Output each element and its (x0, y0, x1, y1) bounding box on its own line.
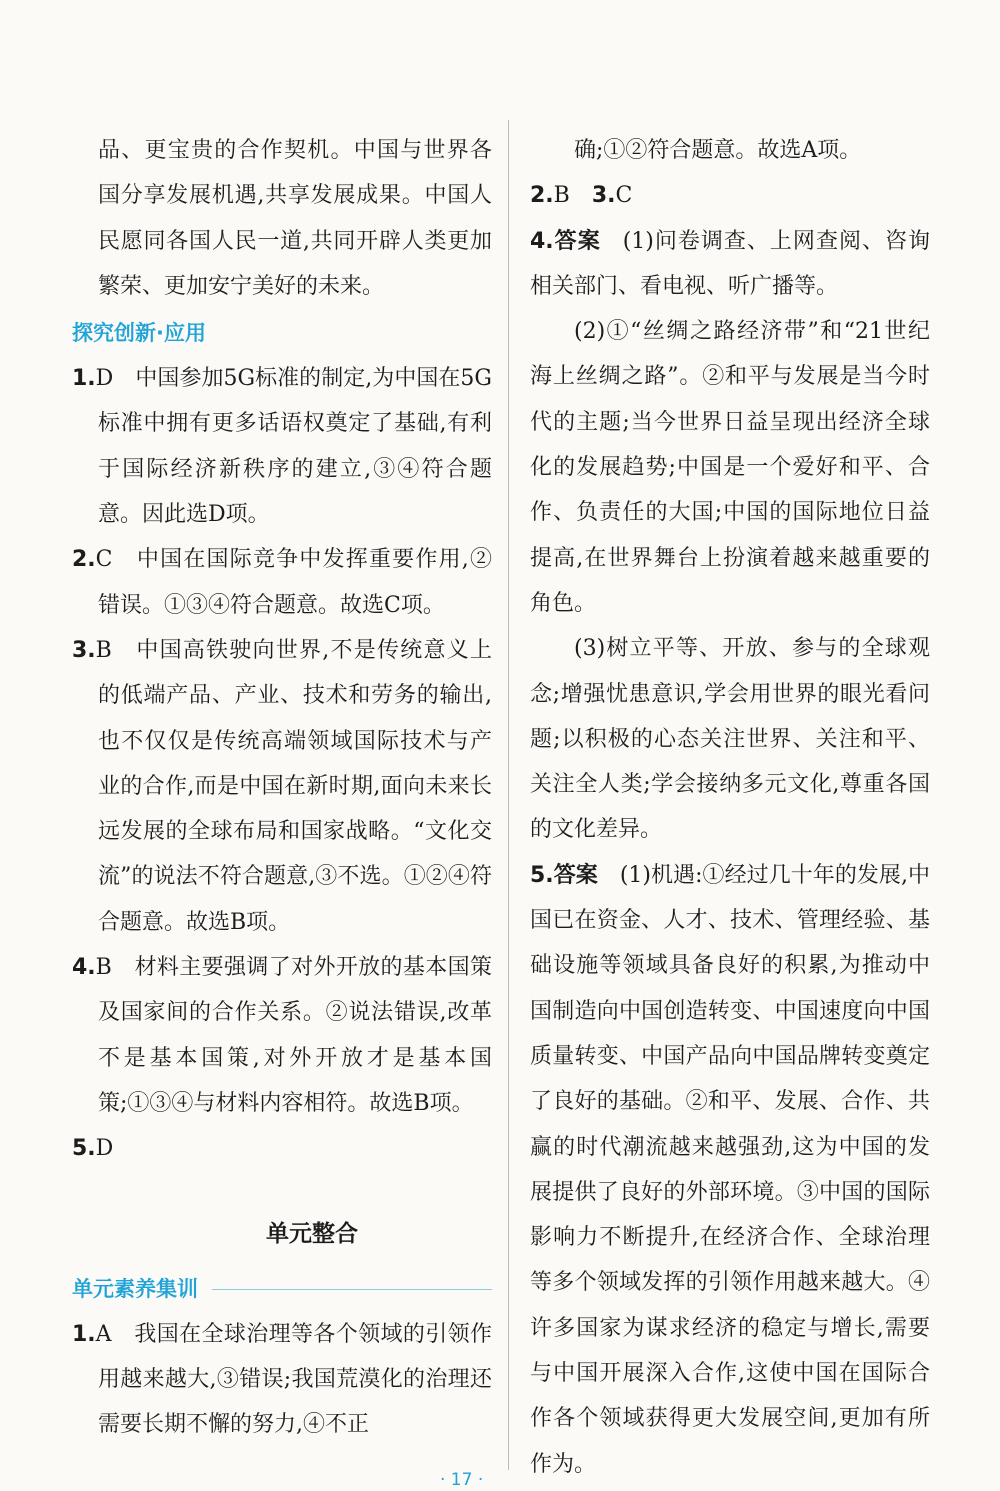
item-text: C 中国在国际竞争中发挥重要作用,②错误。①③④符合题意。故选C项。 (95, 547, 492, 618)
item-text: A 我国在全球治理等各个领域的引领作用越来越大,③错误;我国荒漠化的治理还需要长期不懈的努力,④不正 (95, 1321, 492, 1438)
right-column (530, 128, 930, 1487)
item-text: (1)机遇:①经过几十年的发展,中国已在资金、人才、技术、管理经验、基础设施等领域具备良好的积累,为推动中国制造向中国创造转变、中国速度向中国质量转变、中国产品向中国品牌转变奠定了良好的基础。②和平、发展、合作、共赢的时代潮流越来越强劲,这为中国的发展提供了良好的外部环境。③中国的国际影响力不断提升,在经济合作、全球治理等多个领域发挥的引领作用越来越大。④许多国家为谋求经济的稳定与增长,需要与中国开展深入合作,这使中国在国际合作各个领域获得更大发展空间,更加有所作为。 (530, 862, 930, 1477)
item-number: 1. (72, 366, 96, 392)
item-number: 4. (530, 228, 554, 254)
answer-item (530, 173, 930, 218)
item-number: 2. (530, 183, 554, 209)
left-column (72, 128, 492, 1447)
item-text: B 中国高铁驶向世界,不是传统意义上的低端产品、产业、技术和劳务的输出,也不仅仅是传统高端领域国际技术与产业的合作,而是中国在新时期,面向未来长远发展的全球布局和国家战略。“文化交流”的说法不符合题意,③不选。①②④符合题意。故选B项。 (95, 637, 492, 935)
continuation-text: 品、更宝贵的合作契机。中国与世界各国分享发展机遇,共享发展成果。中国人民愿同各国人民一道,共同开辟人类更加繁荣、更加安宁美好的未来。 (98, 138, 492, 299)
answer-item (530, 853, 930, 1487)
answer-item (72, 628, 492, 945)
item-text: B (553, 183, 570, 209)
answer-paragraph: (2)①“丝绸之路经济带”和“21世纪海上丝绸之路”。②和平与发展是当今时代的主题;当今世界日益呈现出经济全球化的发展趋势;中国是一个爱好和平、合作、负责任的大国;中国的国际地位日益提高,在世界舞台上扮演着越来越重要的角色。 (530, 319, 930, 616)
unit-heading-label: 单元素养集训 (72, 1276, 198, 1301)
unit-heading (72, 1267, 492, 1312)
item-text: D 中国参加5G标准的制定,为中国在5G标准中拥有更多话语权奠定了基础,有利于国际经济新秩序的建立,③④符合题意。因此选D项。 (95, 366, 492, 528)
answer-item (72, 537, 492, 628)
item-number: 2. (72, 547, 96, 573)
answer-item (72, 945, 492, 1126)
item-text: D (95, 1136, 114, 1162)
item-number: 3. (72, 637, 96, 663)
item-number: 3. (591, 183, 616, 209)
page-number: · 17 · (440, 1470, 484, 1490)
answer-item (72, 1126, 492, 1171)
section-heading: 探究创新·应用 (72, 321, 206, 346)
answer-item (72, 1312, 492, 1448)
answer-tag: 答案 (553, 862, 598, 888)
item-number: 1. (72, 1321, 96, 1347)
column-divider (508, 120, 509, 1470)
answer-tag: 答案 (553, 228, 601, 254)
item-text: (1)问卷调查、上网查阅、咨询相关部门、看电视、听广播等。 (530, 228, 930, 299)
item-text: B 材料主要强调了对外开放的基本国策及国家间的合作关系。②说法错误,改革不是基本国策,对外开放才是基本国策;①③④与材料内容相符。故选B项。 (95, 955, 492, 1116)
item-number: 4. (72, 955, 96, 981)
item-number: 5. (530, 862, 554, 888)
answer-item (530, 219, 930, 310)
item-number: 5. (72, 1136, 96, 1162)
answer-paragraph: (3)树立平等、开放、参与的全球观念;增强忧患意识,学会用世界的眼光看问题;以积极的心态关注世界、关注和平、关注全人类;学会接纳多元文化,尊重各国的文化差异。 (530, 636, 930, 843)
unit-title: 单元整合 (266, 1220, 358, 1247)
continuation-text: 确;①②符合题意。故选A项。 (574, 138, 862, 163)
answer-item (72, 356, 492, 537)
item-text: C (615, 183, 633, 209)
